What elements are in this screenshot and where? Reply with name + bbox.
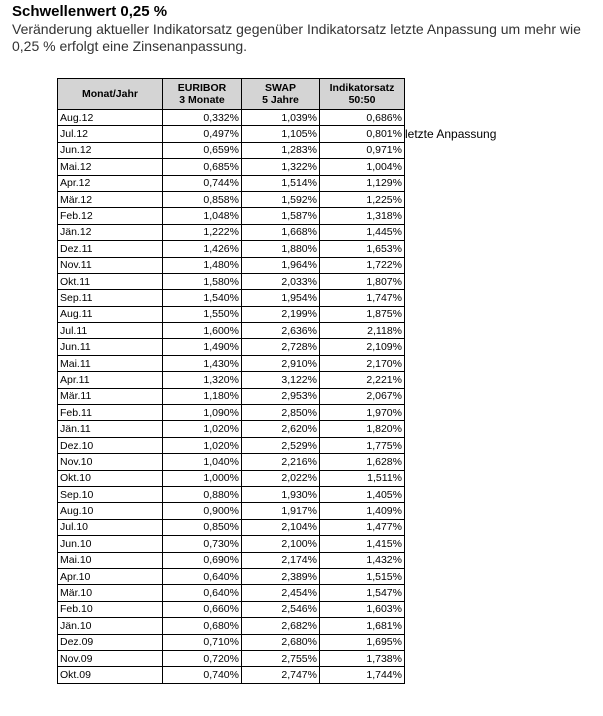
cell-indikatorsatz: 1,775%: [320, 437, 405, 453]
table-row: [58, 257, 405, 273]
cell-euribor: 0,900%: [163, 503, 242, 519]
cell-euribor: 0,332%: [163, 110, 242, 126]
cell-swap: 2,546%: [242, 601, 320, 617]
table-row: [58, 175, 405, 191]
cell-euribor: 1,320%: [163, 372, 242, 388]
cell-euribor: 0,497%: [163, 126, 242, 142]
cell-month: Mär.10: [58, 585, 163, 601]
table-header-row: [58, 79, 405, 110]
table-row: [58, 585, 405, 601]
table-row: [58, 536, 405, 552]
cell-indikatorsatz: 1,695%: [320, 634, 405, 650]
table-row: [58, 306, 405, 322]
cell-euribor: 1,430%: [163, 355, 242, 371]
cell-swap: 2,174%: [242, 552, 320, 568]
cell-euribor: 1,180%: [163, 388, 242, 404]
table-row: [58, 486, 405, 502]
cell-indikatorsatz: 1,603%: [320, 601, 405, 617]
table-row: [58, 503, 405, 519]
cell-euribor: 1,550%: [163, 306, 242, 322]
cell-month: Jul.10: [58, 519, 163, 535]
cell-euribor: 0,740%: [163, 667, 242, 683]
cell-month: Jän.11: [58, 421, 163, 437]
table-row: [58, 339, 405, 355]
cell-month: Dez.09: [58, 634, 163, 650]
cell-euribor: 0,730%: [163, 536, 242, 552]
cell-swap: 1,917%: [242, 503, 320, 519]
cell-swap: 2,389%: [242, 568, 320, 584]
cell-euribor: 0,685%: [163, 159, 242, 175]
cell-swap: 1,592%: [242, 191, 320, 207]
cell-swap: 1,105%: [242, 126, 320, 142]
cell-swap: 1,930%: [242, 486, 320, 502]
cell-swap: 2,682%: [242, 618, 320, 634]
cell-swap: 2,022%: [242, 470, 320, 486]
cell-euribor: 0,640%: [163, 568, 242, 584]
cell-swap: 2,620%: [242, 421, 320, 437]
cell-indikatorsatz: 1,409%: [320, 503, 405, 519]
cell-indikatorsatz: 1,477%: [320, 519, 405, 535]
cell-swap: 1,322%: [242, 159, 320, 175]
table-row: [58, 552, 405, 568]
cell-swap: 2,755%: [242, 650, 320, 666]
table-row: [58, 405, 405, 421]
cell-euribor: 1,580%: [163, 273, 242, 289]
cell-euribor: 0,880%: [163, 486, 242, 502]
table-row: [58, 454, 405, 470]
cell-swap: 2,636%: [242, 323, 320, 339]
cell-indikatorsatz: 1,807%: [320, 273, 405, 289]
table-row: [58, 142, 405, 158]
table-row: [58, 470, 405, 486]
cell-month: Aug.10: [58, 503, 163, 519]
cell-euribor: 1,222%: [163, 224, 242, 240]
cell-euribor: 0,660%: [163, 601, 242, 617]
page-title: Schwellenwert 0,25 %: [12, 3, 168, 20]
header-month-year: Monat/Jahr: [58, 79, 163, 110]
cell-swap: 2,199%: [242, 306, 320, 322]
table-row: [58, 273, 405, 289]
cell-swap: 1,039%: [242, 110, 320, 126]
cell-month: Feb.12: [58, 208, 163, 224]
cell-month: Apr.10: [58, 568, 163, 584]
cell-swap: 2,529%: [242, 437, 320, 453]
cell-indikatorsatz: 1,432%: [320, 552, 405, 568]
cell-month: Aug.11: [58, 306, 163, 322]
last-adjustment-note: letzte Anpassung: [405, 127, 497, 141]
cell-month: Okt.09: [58, 667, 163, 683]
cell-euribor: 1,040%: [163, 454, 242, 470]
table-row: [58, 159, 405, 175]
cell-indikatorsatz: 1,511%: [320, 470, 405, 486]
cell-indikatorsatz: 0,801%: [320, 126, 405, 142]
cell-swap: 3,122%: [242, 372, 320, 388]
table-row: [58, 110, 405, 126]
cell-month: Dez.10: [58, 437, 163, 453]
table-row: [58, 437, 405, 453]
cell-indikatorsatz: 2,170%: [320, 355, 405, 371]
cell-euribor: 0,858%: [163, 191, 242, 207]
cell-month: Sep.10: [58, 486, 163, 502]
cell-swap: 2,216%: [242, 454, 320, 470]
cell-swap: 2,953%: [242, 388, 320, 404]
cell-indikatorsatz: 2,118%: [320, 323, 405, 339]
cell-indikatorsatz: 1,415%: [320, 536, 405, 552]
cell-indikatorsatz: 1,681%: [320, 618, 405, 634]
cell-month: Feb.11: [58, 405, 163, 421]
table-row: [58, 126, 405, 142]
cell-swap: 1,954%: [242, 290, 320, 306]
header-swap: SWAP 5 Jahre: [242, 79, 320, 110]
cell-euribor: 0,710%: [163, 634, 242, 650]
table-row: [58, 601, 405, 617]
cell-swap: 1,283%: [242, 142, 320, 158]
description-text: Veränderung aktueller Indikatorsatz gegenüber Indikatorsatz letzte Anpassung um mehr wie 0,25 % erfolgt eine Zinsenanpassung.: [12, 21, 581, 54]
cell-month: Feb.10: [58, 601, 163, 617]
cell-indikatorsatz: 1,738%: [320, 650, 405, 666]
cell-month: Okt.11: [58, 273, 163, 289]
cell-euribor: 0,659%: [163, 142, 242, 158]
cell-euribor: 0,680%: [163, 618, 242, 634]
cell-month: Jän.12: [58, 224, 163, 240]
cell-swap: 2,850%: [242, 405, 320, 421]
cell-swap: 2,454%: [242, 585, 320, 601]
cell-indikatorsatz: 1,970%: [320, 405, 405, 421]
cell-indikatorsatz: 1,744%: [320, 667, 405, 683]
cell-euribor: 1,540%: [163, 290, 242, 306]
cell-indikatorsatz: 2,109%: [320, 339, 405, 355]
cell-month: Mai.12: [58, 159, 163, 175]
cell-swap: 1,964%: [242, 257, 320, 273]
cell-euribor: 0,690%: [163, 552, 242, 568]
cell-indikatorsatz: 1,653%: [320, 241, 405, 257]
cell-indikatorsatz: 1,547%: [320, 585, 405, 601]
cell-euribor: 1,600%: [163, 323, 242, 339]
cell-euribor: 1,000%: [163, 470, 242, 486]
cell-euribor: 1,490%: [163, 339, 242, 355]
cell-swap: 1,514%: [242, 175, 320, 191]
cell-euribor: 1,426%: [163, 241, 242, 257]
cell-month: Mär.12: [58, 191, 163, 207]
cell-month: Jun.10: [58, 536, 163, 552]
cell-month: Mai.11: [58, 355, 163, 371]
cell-indikatorsatz: 1,875%: [320, 306, 405, 322]
cell-indikatorsatz: 1,405%: [320, 486, 405, 502]
cell-month: Dez.11: [58, 241, 163, 257]
cell-swap: 2,680%: [242, 634, 320, 650]
header-indikatorsatz: Indikatorsatz 50:50: [320, 79, 405, 110]
table-row: [58, 372, 405, 388]
table-row: [58, 355, 405, 371]
table-body: [58, 110, 405, 684]
cell-indikatorsatz: 1,129%: [320, 175, 405, 191]
cell-euribor: 0,850%: [163, 519, 242, 535]
table-row: [58, 519, 405, 535]
cell-indikatorsatz: 1,747%: [320, 290, 405, 306]
cell-swap: 2,728%: [242, 339, 320, 355]
cell-month: Mai.10: [58, 552, 163, 568]
cell-swap: 2,104%: [242, 519, 320, 535]
cell-swap: 1,668%: [242, 224, 320, 240]
cell-month: Nov.10: [58, 454, 163, 470]
cell-indikatorsatz: 1,225%: [320, 191, 405, 207]
table-row: [58, 208, 405, 224]
cell-month: Apr.11: [58, 372, 163, 388]
cell-month: Sep.11: [58, 290, 163, 306]
cell-month: Jul.11: [58, 323, 163, 339]
cell-euribor: 0,720%: [163, 650, 242, 666]
cell-month: Jun.12: [58, 142, 163, 158]
table-row: [58, 388, 405, 404]
header-euribor: EURIBOR 3 Monate: [163, 79, 242, 110]
cell-euribor: 1,090%: [163, 405, 242, 421]
cell-indikatorsatz: 0,686%: [320, 110, 405, 126]
cell-month: Jul.12: [58, 126, 163, 142]
cell-month: Apr.12: [58, 175, 163, 191]
cell-month: Nov.09: [58, 650, 163, 666]
cell-indikatorsatz: 1,628%: [320, 454, 405, 470]
table-row: [58, 241, 405, 257]
cell-euribor: 1,048%: [163, 208, 242, 224]
table-row: [58, 191, 405, 207]
cell-swap: 1,880%: [242, 241, 320, 257]
cell-month: Okt.10: [58, 470, 163, 486]
table-row: [58, 634, 405, 650]
cell-indikatorsatz: 1,722%: [320, 257, 405, 273]
cell-euribor: 1,480%: [163, 257, 242, 273]
cell-indikatorsatz: 0,971%: [320, 142, 405, 158]
table-row: [58, 290, 405, 306]
cell-euribor: 0,640%: [163, 585, 242, 601]
table-row: [58, 650, 405, 666]
cell-euribor: 0,744%: [163, 175, 242, 191]
cell-month: Aug.12: [58, 110, 163, 126]
rates-table: [57, 78, 405, 684]
cell-swap: 2,747%: [242, 667, 320, 683]
cell-swap: 2,033%: [242, 273, 320, 289]
cell-swap: 2,910%: [242, 355, 320, 371]
cell-indikatorsatz: 1,820%: [320, 421, 405, 437]
cell-swap: 2,100%: [242, 536, 320, 552]
table-row: [58, 421, 405, 437]
cell-euribor: 1,020%: [163, 421, 242, 437]
cell-indikatorsatz: 1,515%: [320, 568, 405, 584]
cell-month: Mär.11: [58, 388, 163, 404]
cell-indikatorsatz: 1,004%: [320, 159, 405, 175]
cell-euribor: 1,020%: [163, 437, 242, 453]
table-row: [58, 323, 405, 339]
table-row: [58, 667, 405, 683]
table-row: [58, 224, 405, 240]
cell-indikatorsatz: 2,067%: [320, 388, 405, 404]
cell-indikatorsatz: 2,221%: [320, 372, 405, 388]
cell-month: Jän.10: [58, 618, 163, 634]
cell-month: Nov.11: [58, 257, 163, 273]
table-row: [58, 568, 405, 584]
table-row: [58, 618, 405, 634]
cell-month: Jun.11: [58, 339, 163, 355]
cell-indikatorsatz: 1,445%: [320, 224, 405, 240]
cell-indikatorsatz: 1,318%: [320, 208, 405, 224]
cell-swap: 1,587%: [242, 208, 320, 224]
